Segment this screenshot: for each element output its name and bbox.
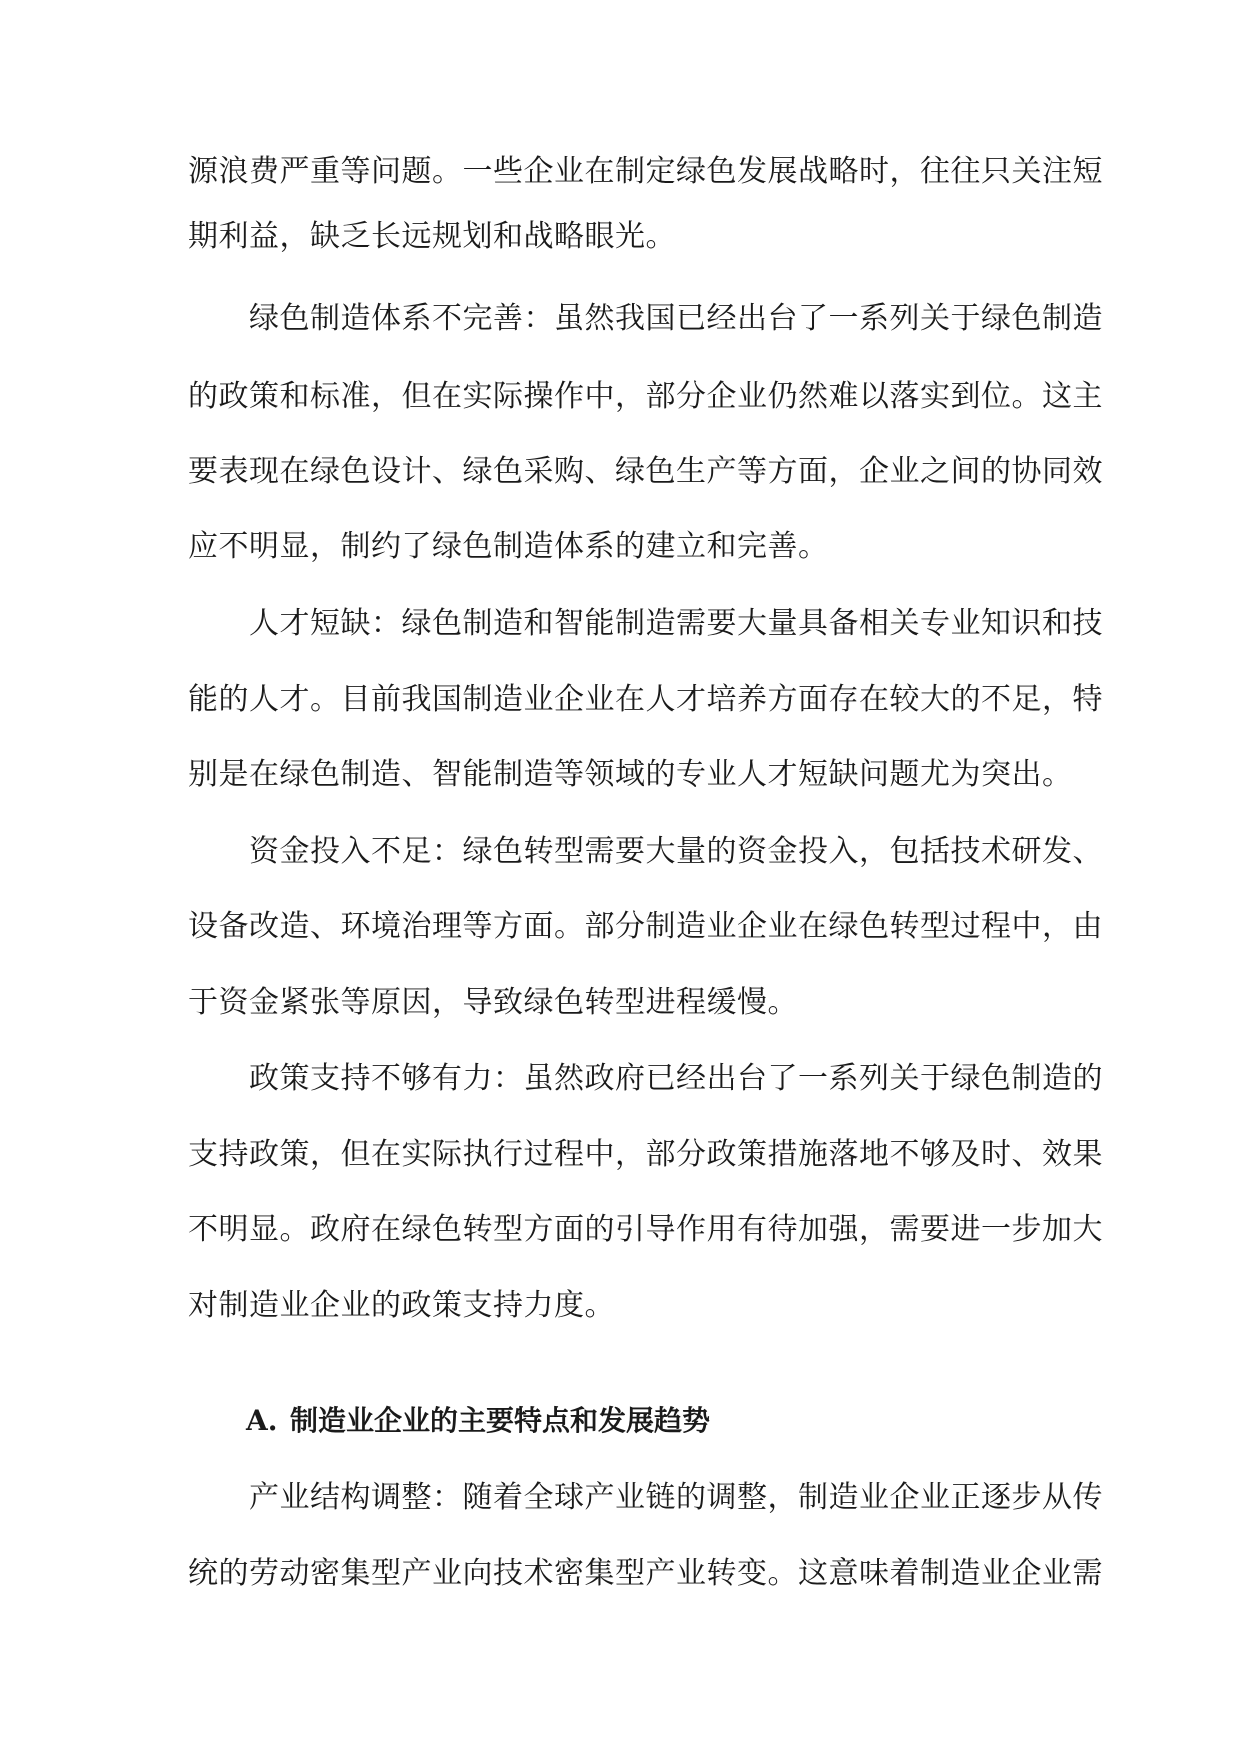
section-heading-label: A. — [246, 1404, 278, 1437]
paragraph-2-line-2: 的政策和标准，但在实际操作中，部分企业仍然难以落实到位。这主 — [188, 379, 1103, 414]
paragraph-4-line-2: 设备改造、环境治理等方面。部分制造业企业在绿色转型过程中，由 — [188, 909, 1103, 944]
paragraph-5-line-1: 政策支持不够有力：虽然政府已经出台了一系列关于绿色制造的 — [188, 1061, 1103, 1096]
paragraph-2-line-1: 绿色制造体系不完善：虽然我国已经出台了一系列关于绿色制造 — [188, 301, 1103, 336]
paragraph-6-line-2: 统的劳动密集型产业向技术密集型产业转变。这意味着制造业企业需 — [188, 1556, 1103, 1591]
section-heading-title: 制造业企业的主要特点和发展趋势 — [290, 1404, 711, 1437]
paragraph-5-line-2: 支持政策，但在实际执行过程中，部分政策措施落地不够及时、效果 — [188, 1137, 1103, 1172]
paragraph-2-line-3: 要表现在绿色设计、绿色采购、绿色生产等方面，企业之间的协同效 — [188, 454, 1103, 489]
paragraph-4-line-3: 于资金紧张等原因，导致绿色转型进程缓慢。 — [188, 985, 798, 1020]
paragraph-5-line-4: 对制造业企业的政策支持力度。 — [188, 1288, 615, 1323]
section-heading — [246, 1401, 710, 1441]
paragraph-1-line-1: 源浪费严重等问题。一些企业在制定绿色发展战略时，往往只关注短 — [188, 154, 1103, 189]
paragraph-5-line-3: 不明显。政府在绿色转型方面的引导作用有待加强，需要进一步加大 — [188, 1212, 1103, 1247]
paragraph-3-line-2: 能的人才。目前我国制造业企业在人才培养方面存在较大的不足，特 — [188, 682, 1103, 717]
paragraph-3-line-3: 别是在绿色制造、智能制造等领域的专业人才短缺问题尤为突出。 — [188, 757, 1073, 792]
paragraph-6-line-1: 产业结构调整：随着全球产业链的调整，制造业企业正逐步从传 — [188, 1480, 1103, 1515]
paragraph-1-line-2: 期利益，缺乏长远规划和战略眼光。 — [188, 219, 676, 254]
paragraph-2-line-4: 应不明显，制约了绿色制造体系的建立和完善。 — [188, 529, 829, 564]
paragraph-4-line-1: 资金投入不足：绿色转型需要大量的资金投入，包括技术研发、 — [188, 834, 1103, 869]
paragraph-3-line-1: 人才短缺：绿色制造和智能制造需要大量具备相关专业知识和技 — [188, 606, 1103, 641]
